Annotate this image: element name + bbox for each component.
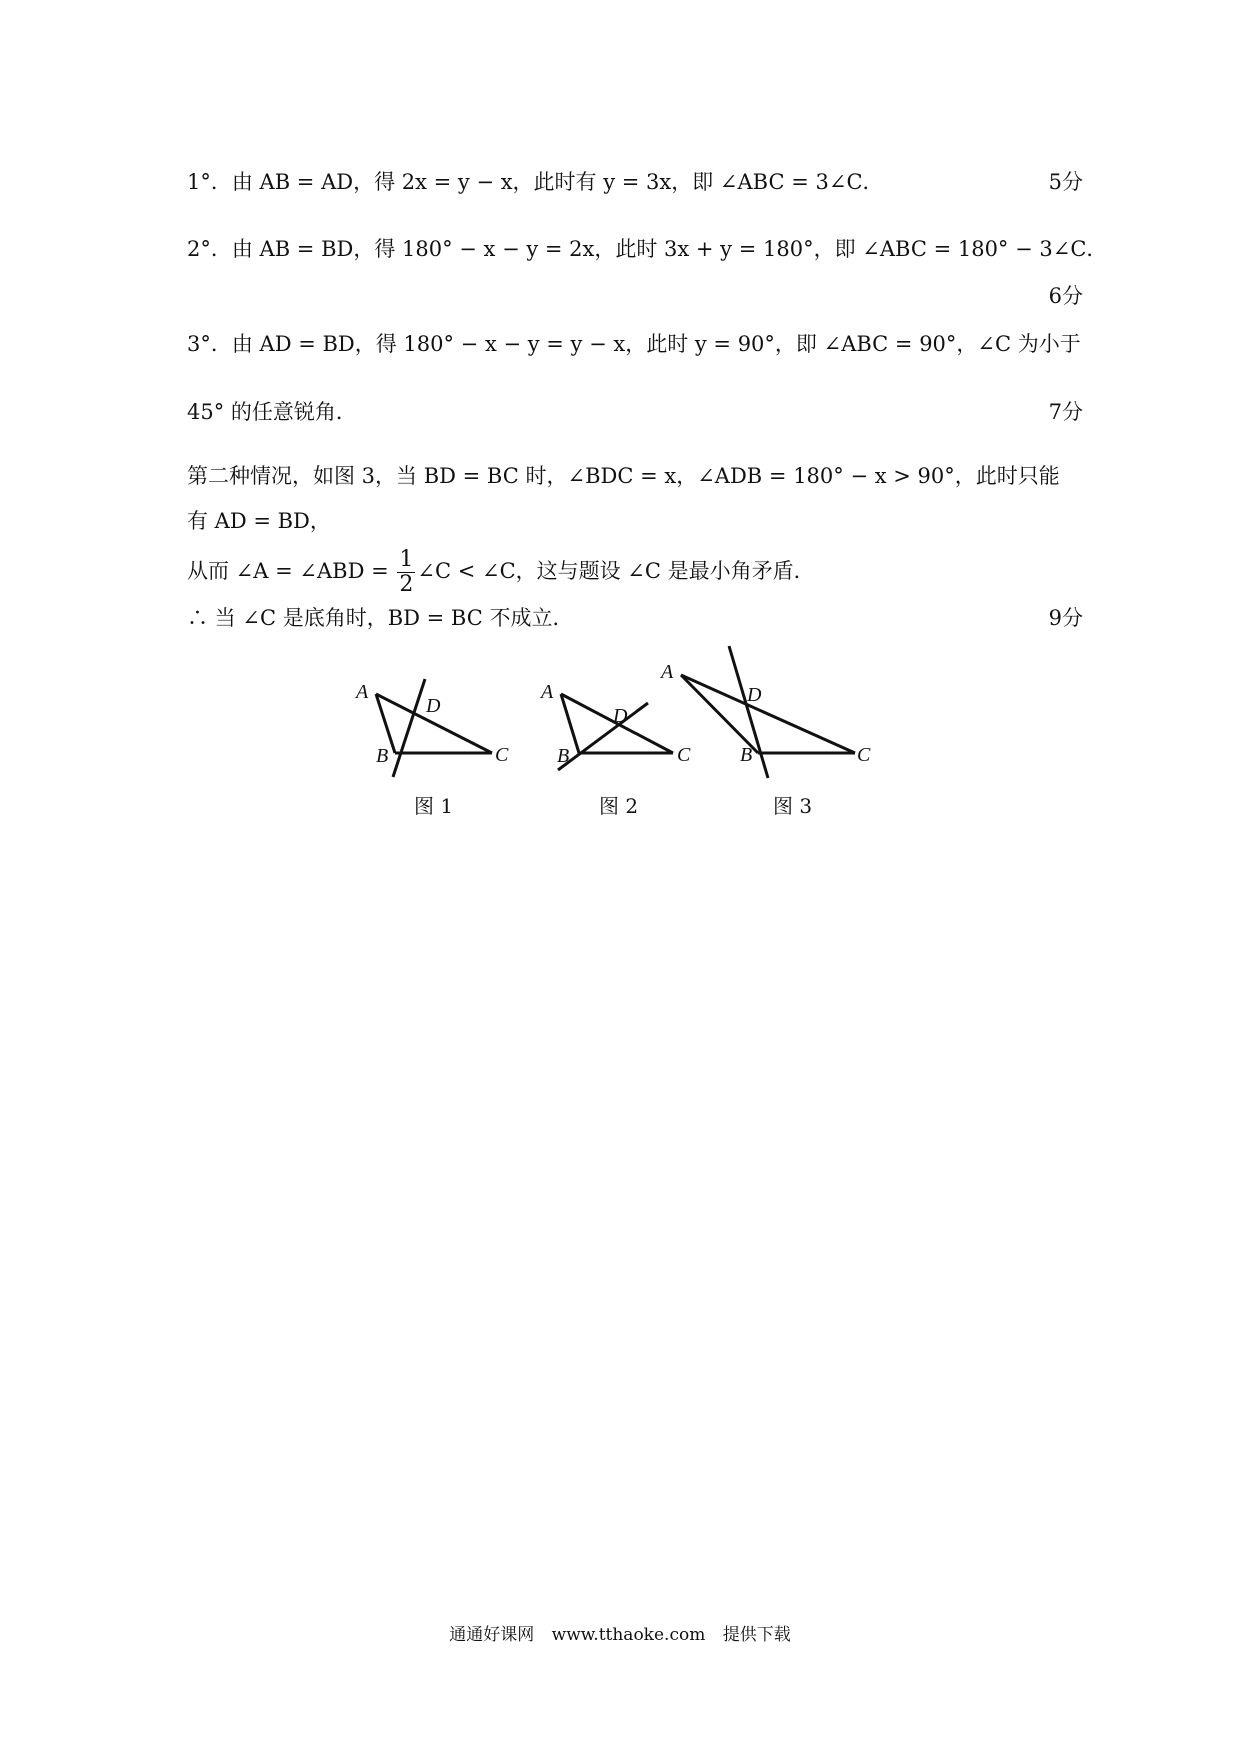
figure-1 [350,660,520,784]
fig2-label-d: D [613,705,628,727]
score-7: 7分 [1048,400,1083,424]
fig3-label-c: C [857,744,871,766]
figure-2-caption: 图 2 [599,794,639,818]
footer-url: www.tthaoke.com [551,1625,706,1645]
fig3-label-a: A [661,661,674,683]
fraction-denominator: 2 [399,572,414,597]
figure-1-caption: 图 1 [414,794,454,818]
solution-line-4: 45° 的任意锐角． [187,400,357,424]
solution-line-5: 第二种情况，如图 3，当 BD = BC 时，∠BDC = x，∠ADB = 180° − x > 90°，此时只能 [187,464,1060,488]
figure-3 [655,640,885,784]
score-6: 6分 [1048,284,1083,308]
solution-line-6: 有 AD = BD， [187,509,331,533]
fig1-label-b: B [376,745,389,767]
line7-suffix: ∠C < ∠C，这与题设 ∠C 是最小角矛盾． [417,559,815,583]
fig3-label-b: B [740,744,753,766]
fig2-label-b: B [557,745,570,767]
figure-3-caption: 图 3 [773,794,813,818]
solution-line-8: ∴ 当 ∠C 是底角时，BD = BC 不成立． [187,606,574,630]
footer-action: 提供下载 [722,1625,791,1645]
fig2-label-c: C [677,744,691,766]
solution-line-2: 2°．由 AB = BD，得 180° − x − y = 2x，此时 3x + y = 180°，即 ∠ABC = 180° − 3∠C． [187,237,1108,261]
footer-site-name: 通通好课网 [449,1625,535,1645]
fraction-numerator: 1 [399,547,414,572]
line7-prefix: 从而 ∠A = ∠ABD = [187,559,396,583]
score-9: 9分 [1048,606,1083,630]
page-footer [0,1620,1240,1645]
fig3-label-d: D [747,684,762,706]
solution-line-7 [187,543,815,599]
fig1-label-c: C [495,744,509,766]
fig1-label-d: D [426,695,441,717]
solution-line-1: 1°．由 AB = AD，得 2x = y − x，此时有 y = 3x，即 ∠ABC = 3∠C． [187,170,884,194]
solution-line-3: 3°．由 AD = BD，得 180° − x − y = y − x，此时 y = 90°，即 ∠ABC = 90°，∠C 为小于 [187,332,1081,356]
fig2-label-a: A [541,681,554,703]
fig1-label-a: A [356,681,369,703]
score-5: 5分 [1048,170,1083,194]
fraction-half [397,548,415,597]
